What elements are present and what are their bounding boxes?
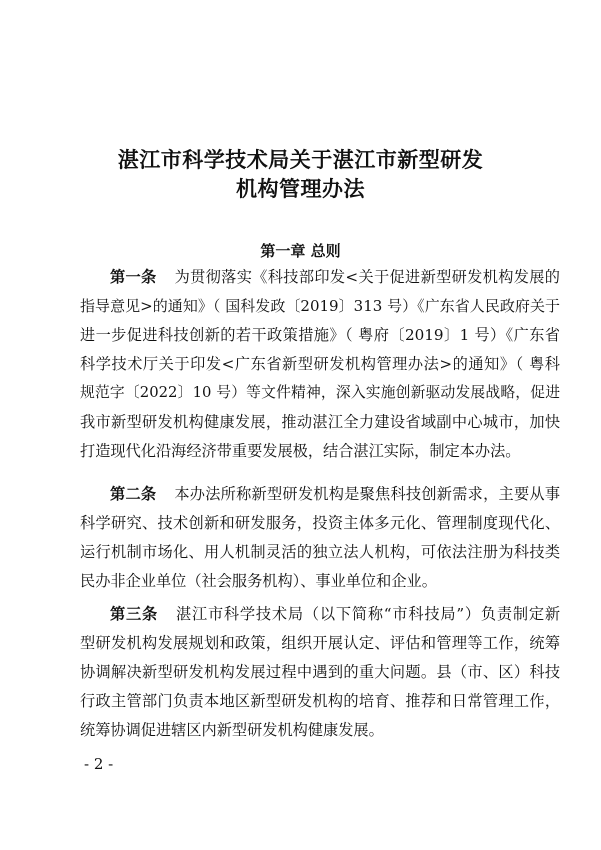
article-3-line: 型研发机构发展规划和政策，组织开展认定、评估和管理等工作，统筹	[80, 634, 560, 652]
article-1-line: 进一步促进科技创新的若干政策措施》（ 粤府〔2019〕1 号）《广东省	[80, 326, 560, 344]
document-title-line-2: 机构管理办法	[236, 176, 365, 201]
article-3-first-line	[110, 600, 560, 628]
article-2-line: 科学研究、技术创新和研发服务，投资主体多元化、管理制度现代化、	[80, 514, 560, 532]
article-1-label: 第一条	[110, 268, 157, 286]
article-2-line: 民办非企业单位（社会服务机构）、事业单位和企业。	[80, 572, 437, 590]
article-1-first-line-text: 为贯彻落实《科技部印发<关于促进新型研发机构发展的	[174, 268, 560, 286]
chapter-heading: 第一章 总则	[260, 242, 341, 260]
article-3-first-line-text: 湛江市科学技术局（以下简称“市科技局”）负责制定新	[175, 605, 561, 623]
article-1-line: 规范字〔2022〕10 号）等文件精神，深入实施创新驱动发展战略，促进	[80, 384, 560, 401]
article-3-line: 统筹协调促进辖区内新型研发机构健康发展。	[80, 721, 384, 739]
article-2-first-line	[110, 480, 560, 508]
article-2-first-line-text: 本办法所称新型研发机构是聚焦科技创新需求，主要从事	[174, 485, 560, 503]
article-3-label: 第三条	[110, 605, 158, 623]
article-3-line: 行政主管部门负责本地区新型研发机构的培育、推荐和日常管理工作，	[80, 692, 560, 710]
article-1-line: 打造现代化沿海经济带重要发展极，结合湛江实际，制定本办法。	[80, 442, 521, 460]
document-title-line-1: 湛江市科学技术局关于湛江市新型研发	[117, 147, 484, 172]
article-1-line: 科学技术厅关于印发<广东省新型研发机构管理办法>的通知》（ 粤科	[80, 355, 560, 373]
article-1-line: 指导意见>的通知》（ 国科发政〔2019〕313 号）《广东省人民政府关于	[80, 297, 560, 315]
article-1-first-line	[110, 263, 560, 291]
article-2-line: 运行机制市场化、用人机制灵活的独立法人机构，可依法注册为科技类	[80, 543, 560, 561]
page-number: - 2 -	[84, 755, 114, 773]
article-2-label: 第二条	[110, 485, 157, 503]
article-3-line: 协调解决新型研发机构发展过程中遇到的重大问题。县（市、区）科技	[80, 663, 560, 681]
article-1-line: 我市新型研发机构健康发展，推动湛江全力建设省域副中心城市，加快	[80, 413, 560, 431]
